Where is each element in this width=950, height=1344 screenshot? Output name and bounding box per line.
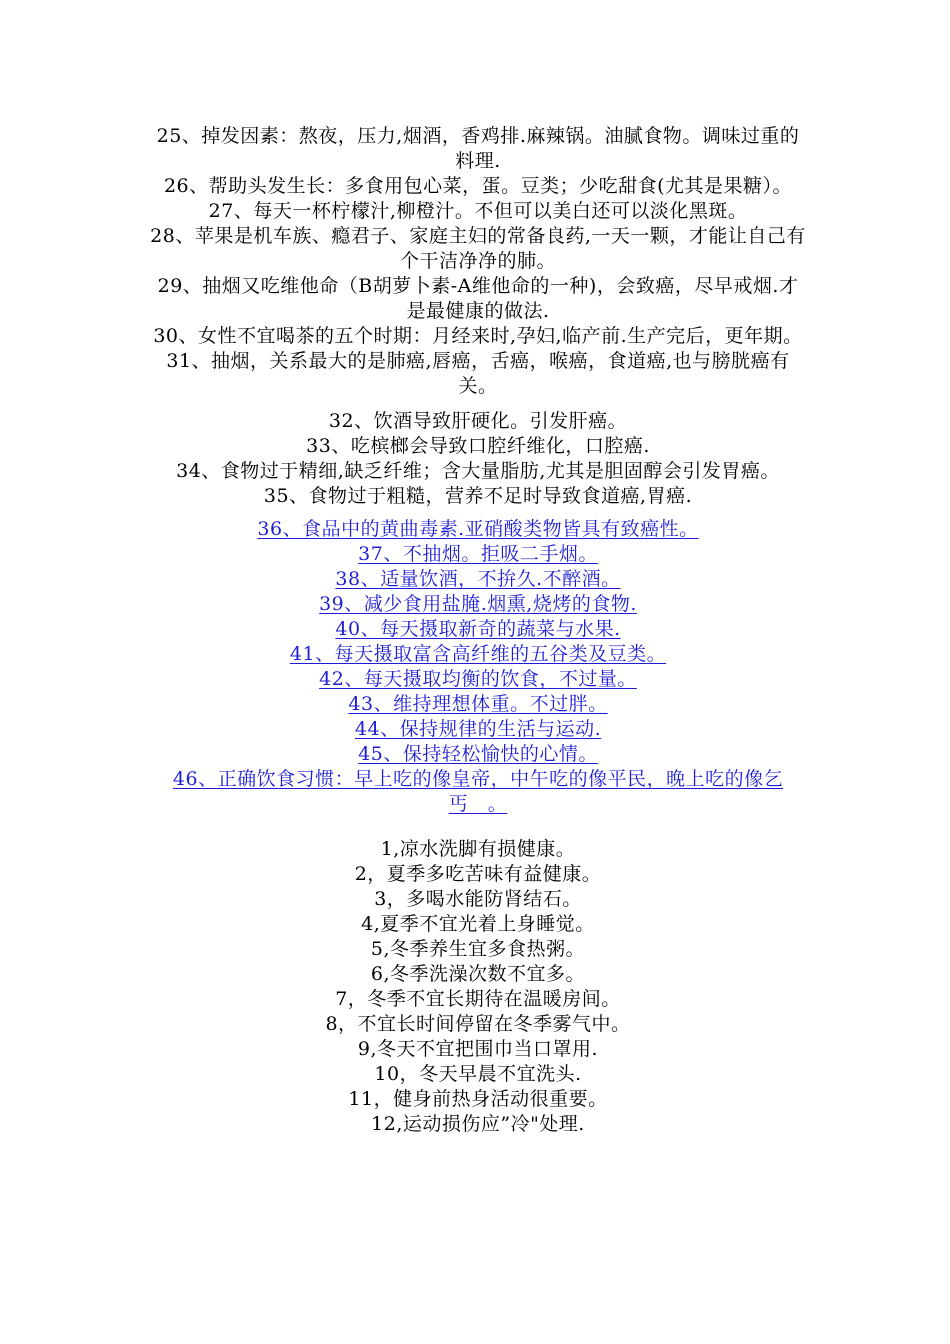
link-item-38[interactable]: 38、适量饮酒，不拚久.不醉酒。: [335, 568, 621, 590]
paragraph-30: 30、女性不宜喝茶的五个时期：月经来时,孕妇,临产前.生产完后，更年期。: [153, 325, 803, 347]
link-item-36[interactable]: 36、食品中的黄曲毒素.亚硝酸类物皆具有致癌性。: [257, 518, 699, 540]
tip-10: 10，冬天早晨不宜洗头.: [374, 1063, 582, 1085]
link-item-45[interactable]: 45、保持轻松愉快的心情。: [358, 743, 598, 765]
link-item-40[interactable]: 40、每天摄取新奇的蔬菜与水果.: [335, 618, 621, 640]
link-item-41[interactable]: 41、每天摄取富含高纤维的五谷类及豆类。: [289, 643, 667, 665]
tip-7: 7，冬季不宜长期待在温暖房间。: [335, 988, 621, 1010]
paragraph-28: 28、苹果是机车族、瘾君子、家庭主妇的常备良药,一天一颗，才能让自己有个干洁净净的肺。: [150, 225, 806, 272]
paragraph-35: 35、食物过于粗糙，营养不足时导致食道癌,胃癌.: [263, 485, 693, 507]
link-item-46[interactable]: 46、正确饮食习惯：早上吃的像皇帝，中午吃的像平民，晚上吃的像乞丐 。: [172, 768, 784, 815]
tip-4: 4,夏季不宜光着上身睡觉。: [361, 913, 595, 935]
tip-9: 9,冬天不宜把围巾当口罩用.: [357, 1038, 599, 1060]
paragraph-34: 34、食物过于精细,缺乏纤维；含大量脂肪,尤其是胆固醇会引发胃癌。: [176, 460, 780, 482]
link-item-43[interactable]: 43、维持理想体重。不过胖。: [348, 693, 608, 715]
tip-12: 12,运动损伤应”冷"处理.: [371, 1113, 585, 1135]
tip-1: 1,凉水洗脚有损健康。: [380, 838, 576, 860]
tip-5: 5,冬季养生宜多食热粥。: [370, 938, 586, 960]
section-health-facts: [148, 124, 808, 399]
paragraph-26: 26、帮助头发生长：多食用包心菜，蛋。豆类；少吃甜食(尤其是果糖）。: [163, 175, 793, 197]
section-prevention-links: [148, 517, 808, 817]
paragraph-27: 27、每天一杯柠檬汁,柳橙汁。不但可以美白还可以淡化黑斑。: [208, 200, 748, 222]
link-item-44[interactable]: 44、保持规律的生活与运动.: [354, 718, 602, 740]
tip-6: 6,冬季洗澡次数不宜多。: [370, 963, 586, 985]
link-item-42[interactable]: 42、每天摄取均衡的饮食，不过量。: [319, 668, 637, 690]
link-item-37[interactable]: 37、不抽烟。拒吸二手烟。: [358, 543, 598, 565]
paragraph-32: 32、饮酒导致肝硬化。引发肝癌。: [328, 410, 628, 432]
link-item-39[interactable]: 39、减少食用盐腌.烟熏,烧烤的食物.: [319, 593, 637, 615]
tip-8: 8，不宜长时间停留在冬季雾气中。: [325, 1013, 631, 1035]
paragraph-33: 33、吃槟榔会导致口腔纤维化，口腔癌.: [306, 435, 650, 457]
paragraph-25: 25、掉发因素：熬夜，压力,烟酒，香鸡排.麻辣锅。油腻食物。调味过重的料理.: [156, 125, 800, 172]
section-seasonal-tips: [148, 837, 808, 1137]
tip-3: 3，多喝水能防肾结石。: [374, 888, 582, 910]
paragraph-29: 29、抽烟又吃维他命（B胡萝卜素-A维他命的一种)，会致癌，尽早戒烟.才是最健康的做法.: [157, 275, 799, 322]
document-page: [148, 124, 808, 1137]
section-cancer-causes: [148, 409, 808, 509]
tip-2: 2，夏季多吃苦味有益健康。: [354, 863, 602, 885]
paragraph-31: 31、抽烟，关系最大的是肺癌,唇癌，舌癌，喉癌，食道癌,也与膀胱癌有关。: [166, 350, 790, 397]
tip-11: 11，健身前热身活动很重要。: [348, 1088, 608, 1110]
